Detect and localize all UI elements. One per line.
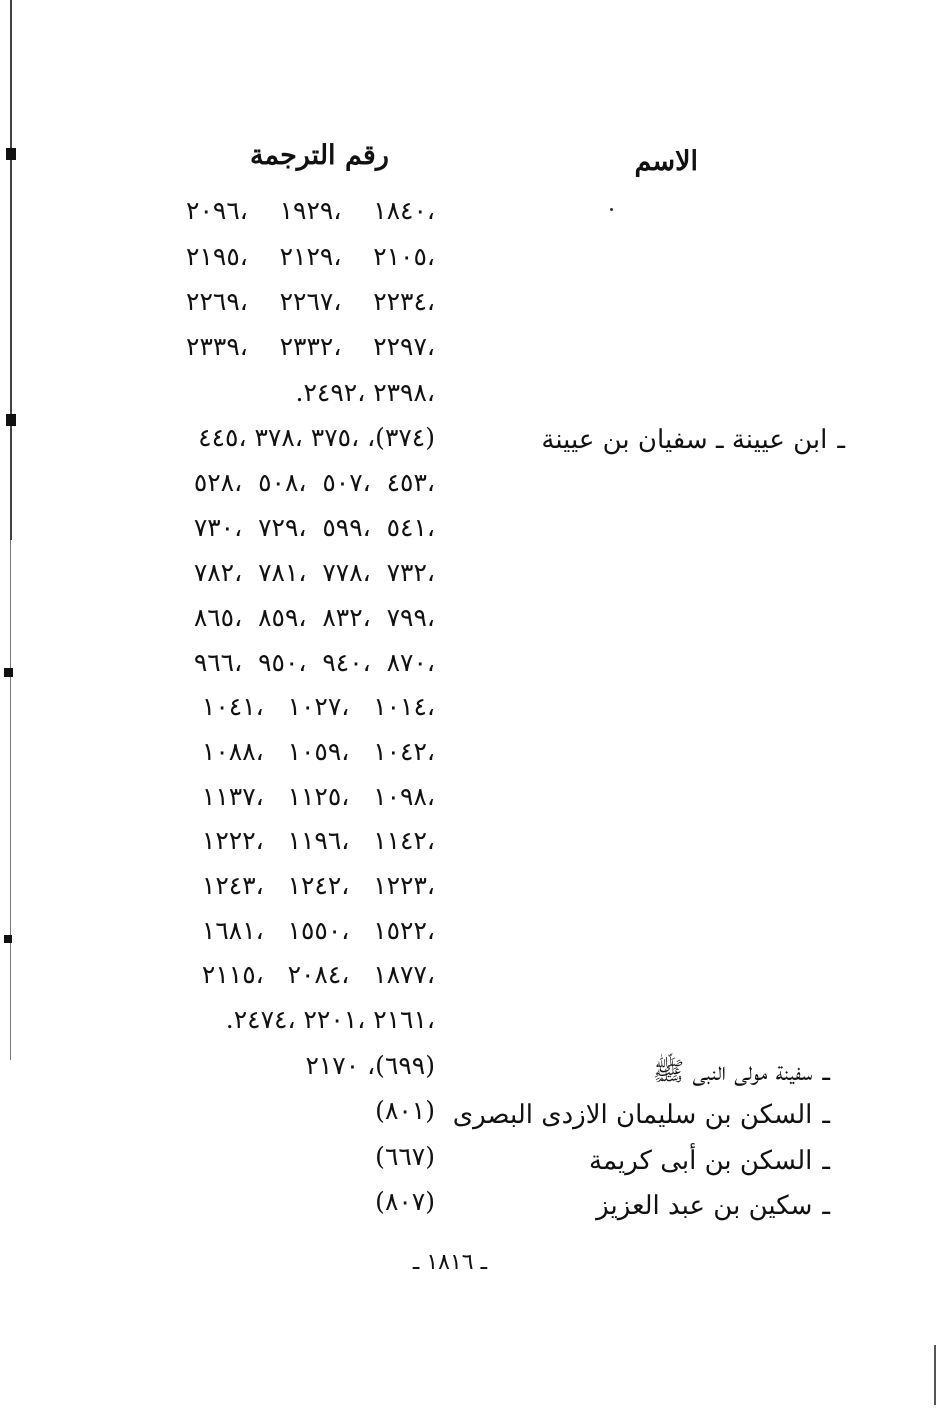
entry-name: ابن عيينة ـ سفيان بن عيينة (541, 425, 828, 455)
number-column-header: رقم الترجمة (250, 140, 389, 171)
number-line: (٦٦٧) (375, 1142, 435, 1171)
entry-dash: ـ (822, 1100, 830, 1130)
name-entry (596, 1191, 830, 1221)
number-line: ،٧٩٩ ،٨٣٢ ،٨٥٩ ،٨٦٥ (193, 603, 435, 632)
name-entry (589, 1146, 830, 1176)
number-line: ،١٨٧٧ ،٢٠٨٤ ،٢١١٥ (201, 960, 435, 989)
page-edge-line (934, 1345, 936, 1405)
name-entry (653, 1055, 830, 1093)
stray-dot (610, 208, 613, 211)
number-line: ،٧٣٢ ،٧٧٨ ،٧٨١ ،٧٨٢ (193, 558, 435, 587)
number-line: ،٢١٦١ ،٢٢٠١ ،٢٤٧٤. (225, 1005, 435, 1034)
name-entry (453, 1100, 830, 1130)
number-line: ،٢٣٩٨ ،٢٤٩٢. (295, 378, 435, 407)
number-line: ،١٥٢٢ ،١٥٥٠ ،١٦٨١ (201, 916, 435, 945)
number-line: (٣٧٤)، ،٣٧٥ ،٣٧٨ ،٤٤٥ (198, 423, 435, 452)
binding-edge-line (10, 0, 12, 540)
number-line: ،٥٤١ ،٥٩٩ ،٧٢٩ ،٧٣٠ (193, 513, 435, 542)
edge-mark (6, 148, 16, 160)
number-line: ،٤٥٣ ،٥٠٧ ،٥٠٨ ،٥٢٨ (193, 468, 435, 497)
number-line: ،١٨٤٠ ،١٩٢٩ ،٢٠٩٦ (186, 196, 435, 225)
number-line: ،١٢٢٣ ،١٢٤٢ ،١٢٤٣ (201, 871, 435, 900)
edge-mark (6, 414, 16, 426)
entry-name: السكن بن سليمان الازدى البصرى (452, 1100, 813, 1130)
entry-name: السكن بن أبى كريمة (589, 1146, 813, 1176)
name-entry (541, 425, 845, 455)
number-line: ،٢١٠٥ ،٢١٢٩ ،٢١٩٥ (186, 242, 435, 271)
entry-dash: ـ (822, 1057, 830, 1087)
number-line: (٨٠١) (375, 1096, 435, 1125)
entry-dash: ـ (822, 1191, 830, 1221)
number-line: ،١١٤٢ ،١١٩٦ ،١٢٢٢ (201, 826, 435, 855)
edge-mark (4, 668, 13, 677)
number-line: ،٨٧٠ ،٩٤٠ ،٩٥٠ ،٩٦٦ (193, 648, 435, 677)
number-line: (٦٩٩)، ٢١٧٠ (305, 1051, 435, 1080)
number-line: ،٢٢٣٤ ،٢٢٦٧ ،٢٢٦٩ (186, 287, 435, 316)
edge-mark (4, 935, 12, 943)
name-column-header: الاسم (634, 146, 698, 177)
number-line: ،٢٢٩٧ ،٢٣٣٢ ،٢٣٣٩ (186, 332, 435, 361)
entry-dash: ـ (837, 425, 845, 455)
number-line: (٨٠٧) (375, 1187, 435, 1216)
entry-name: سفينة مولى النبى ﷺ (652, 1057, 813, 1087)
entry-name: سكين بن عبد العزيز (596, 1191, 813, 1221)
binding-edge-line-lower (10, 540, 11, 1060)
page-number: ـ ١٨١٦ ـ (412, 1250, 488, 1275)
number-line: ،١٠٤٢ ،١٠٥٩ ،١٠٨٨ (201, 737, 435, 766)
entry-dash: ـ (822, 1146, 830, 1176)
number-line: ،١٠٩٨ ،١١٢٥ ،١١٣٧ (201, 782, 435, 811)
number-line: ،١٠١٤ ،١٠٢٧ ،١٠٤١ (201, 692, 435, 721)
